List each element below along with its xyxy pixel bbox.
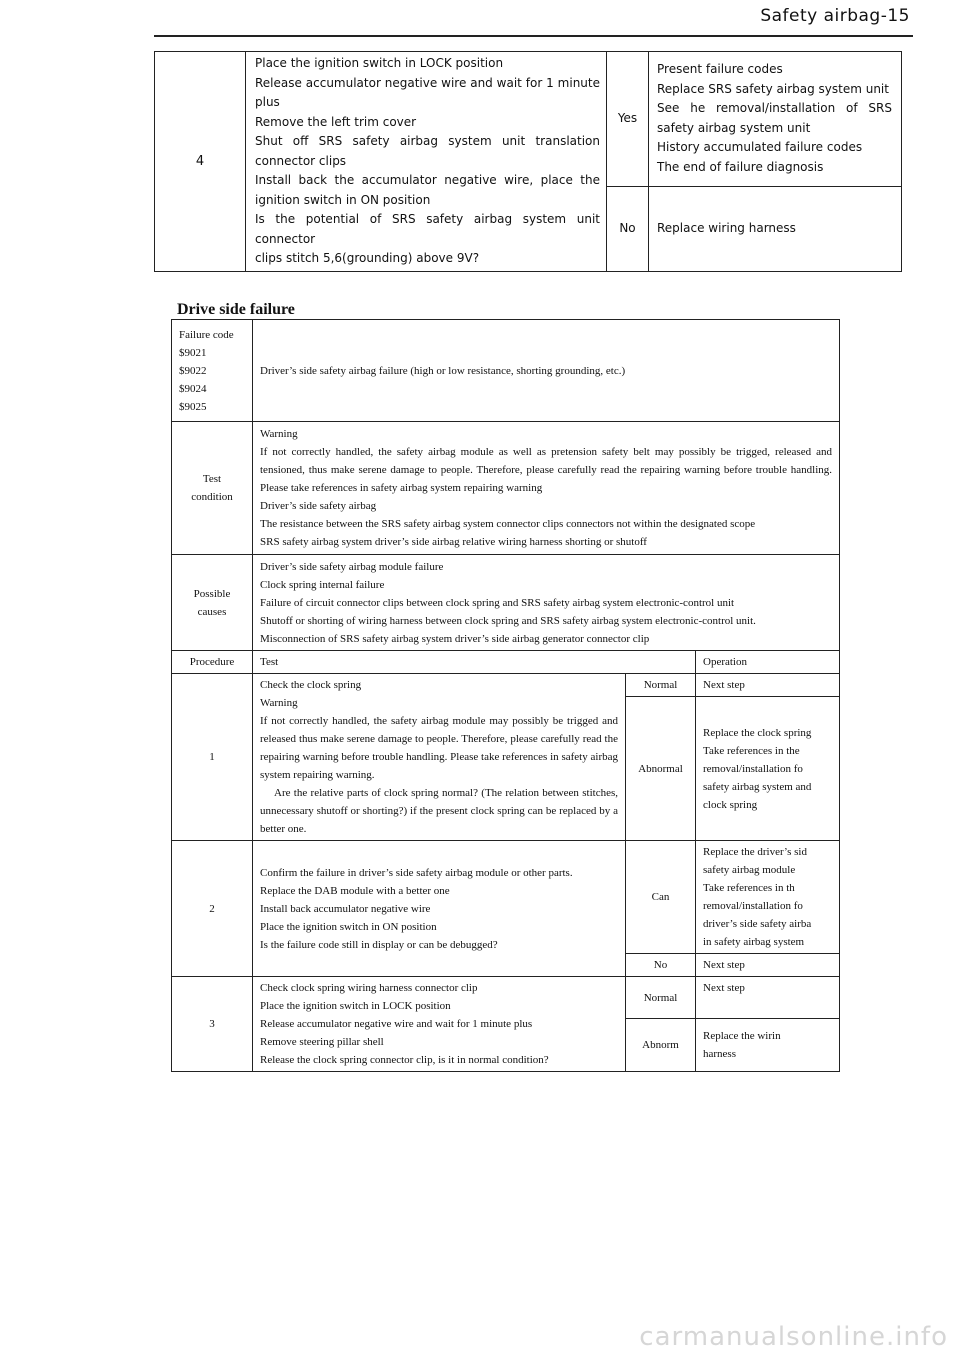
text-line: Check clock spring wiring harness connector clip bbox=[260, 982, 478, 994]
procedure-number: 3 bbox=[172, 977, 253, 1072]
failure-code: $9021 bbox=[179, 346, 207, 359]
failure-code: $9024 bbox=[179, 382, 207, 395]
action-line: The end of failure diagnosis bbox=[657, 159, 824, 174]
op-line: driver’s side safety airba bbox=[703, 918, 812, 930]
cond-line: Is the potential of SRS safety airbag system unit connector bbox=[255, 212, 600, 246]
no-action: Replace wiring harness bbox=[649, 186, 902, 271]
text-line: Is the failure code still in display or can be debugged? bbox=[260, 938, 498, 951]
cond-line: Release accumulator negative wire and wait for 1 minute bbox=[255, 75, 600, 90]
cond-line: Install back the accumulator negative wire, place the bbox=[255, 173, 600, 187]
text-line: Warning bbox=[260, 428, 298, 440]
action-line: See he removal/installation of SRS bbox=[657, 101, 892, 116]
text-line: Remove steering pillar shell bbox=[260, 1036, 384, 1048]
result-operation: Next step bbox=[696, 954, 840, 977]
result-operation: Next step bbox=[696, 977, 840, 1019]
label-line: condition bbox=[191, 491, 233, 503]
step-number: 4 bbox=[155, 52, 246, 272]
result-operation bbox=[696, 1019, 840, 1072]
action-line: Replace SRS safety airbag system unit bbox=[657, 81, 889, 96]
section-title: Drive side failure bbox=[177, 301, 295, 318]
op-line: clock spring bbox=[703, 798, 758, 811]
op-line: Take references in the bbox=[703, 744, 800, 757]
answer-no: No bbox=[607, 186, 649, 271]
step-condition bbox=[246, 52, 607, 272]
result-answer: Abnorm bbox=[626, 1019, 696, 1072]
label-line: Test bbox=[202, 473, 222, 485]
result-operation bbox=[696, 697, 840, 841]
test-condition-text bbox=[253, 422, 840, 555]
failure-code: $9025 bbox=[179, 400, 207, 413]
failure-code-cell bbox=[172, 320, 253, 422]
test-condition-label bbox=[172, 422, 253, 555]
result-operation bbox=[696, 841, 840, 954]
step4-table bbox=[154, 51, 902, 272]
cond-line: Place the ignition switch in LOCK position bbox=[255, 56, 504, 70]
op-line: Replace the wirin bbox=[703, 1030, 781, 1043]
op-line: Replace the clock spring bbox=[703, 726, 812, 739]
result-answer: No bbox=[626, 954, 696, 977]
op-line: safety airbag system and bbox=[703, 780, 812, 793]
result-operation: Next step bbox=[696, 674, 840, 697]
text-line: If not correctly handled, the safety airbag module as well as pretension safety belt may possibly be trigged, released and tensioned, thus make serene damage to people. Therefore, please carefully read the repairing warning before trouble handling. Please take references in safety airbag system repairing warning bbox=[260, 446, 833, 494]
possible-causes-text bbox=[253, 555, 840, 651]
page-header-title: Safety airbag-15 bbox=[760, 6, 910, 26]
procedure-test bbox=[253, 977, 626, 1072]
col-header-procedure: Procedure bbox=[172, 651, 253, 674]
text-line: Warning bbox=[260, 697, 298, 709]
cond-line: connector clips bbox=[255, 153, 347, 168]
action-line: Present failure codes bbox=[657, 62, 783, 77]
text-line: Release the clock spring connector clip, is it in normal condition? bbox=[260, 1054, 549, 1066]
text-line: The resistance between the SRS safety airbag system connector clips connectors not within the designated scope bbox=[260, 518, 756, 530]
text-line: Are the relative parts of clock spring normal? (The relation between stitches, unnecessary shutoff or shorting?) if the present clock spring can be replaced by a better one. bbox=[260, 787, 618, 835]
op-line: Replace the driver’s sid bbox=[703, 846, 807, 858]
text-line: SRS safety airbag system driver’s side airbag relative wiring harness shorting or shutoff bbox=[260, 536, 647, 548]
op-line: harness bbox=[703, 1048, 736, 1061]
label-line: causes bbox=[197, 605, 227, 618]
text-line: Replace the DAB module with a better one bbox=[260, 884, 450, 897]
header-rule bbox=[154, 35, 913, 37]
result-answer: Abnormal bbox=[626, 697, 696, 841]
text-line: Driver’s side safety airbag bbox=[260, 500, 377, 512]
text-line: Place the ignition switch in LOCK position bbox=[260, 1000, 451, 1012]
op-line: safety airbag module bbox=[703, 864, 796, 876]
failure-code-label: Failure code bbox=[179, 328, 234, 341]
action-line: History accumulated failure codes bbox=[657, 140, 863, 155]
text-line: Driver’s side safety airbag module failure bbox=[260, 560, 444, 573]
cond-line: clips stitch 5,6(grounding) above 9V? bbox=[255, 251, 480, 265]
text-line: Confirm the failure in driver’s side safety airbag module or other parts. bbox=[260, 866, 573, 879]
action-line: safety airbag system unit bbox=[657, 120, 811, 135]
col-header-operation: Operation bbox=[696, 651, 840, 674]
result-answer: Normal bbox=[626, 977, 696, 1019]
cond-line: plus bbox=[255, 95, 280, 109]
text-line: Place the ignition switch in ON position bbox=[260, 920, 437, 933]
result-answer: Can bbox=[626, 841, 696, 954]
yes-action bbox=[649, 52, 902, 187]
text-line: Clock spring internal failure bbox=[260, 578, 385, 591]
failure-description: Driver’s side safety airbag failure (high or low resistance, shorting grounding, etc.) bbox=[253, 320, 840, 422]
procedure-number: 2 bbox=[172, 841, 253, 977]
label-line: Possible bbox=[193, 587, 231, 600]
cond-line: ignition switch in ON position bbox=[255, 192, 431, 207]
text-line: Check the clock spring bbox=[260, 679, 362, 691]
text-line: Release accumulator negative wire and wait for 1 minute plus bbox=[260, 1018, 533, 1030]
possible-causes-label bbox=[172, 555, 253, 651]
text-line: If not correctly handled, the safety airbag module may possibly be trigged and released thus make serene damage to people. Therefore, please carefully read the repairing warning before trouble handling. Please take references in safety airbag system repairing warning. bbox=[260, 715, 618, 781]
op-line: in safety airbag system bbox=[703, 936, 805, 948]
procedure-test bbox=[253, 674, 626, 841]
procedure-test bbox=[253, 841, 626, 977]
failure-table bbox=[171, 319, 840, 1072]
watermark: carmanualsonline.info bbox=[639, 1322, 948, 1352]
result-answer: Normal bbox=[626, 674, 696, 697]
col-header-test: Test bbox=[253, 651, 696, 674]
op-line: removal/installation fo bbox=[703, 900, 803, 912]
text-line: Shutoff or shorting of wiring harness between clock spring and SRS safety airbag system electronic-control unit. bbox=[260, 614, 756, 627]
failure-code: $9022 bbox=[179, 364, 207, 377]
cond-line: Remove the left trim cover bbox=[255, 114, 417, 129]
text-line: Failure of circuit connector clips between clock spring and SRS safety airbag system electronic-control unit bbox=[260, 596, 735, 609]
op-line: removal/installation fo bbox=[703, 762, 803, 775]
op-line: Take references in th bbox=[703, 882, 795, 894]
text-line: Install back accumulator negative wire bbox=[260, 902, 431, 915]
cond-line: Shut off SRS safety airbag system unit translation bbox=[255, 134, 600, 148]
procedure-number: 1 bbox=[172, 674, 253, 841]
text-line: Misconnection of SRS safety airbag system driver’s side airbag generator connector clip bbox=[260, 632, 650, 645]
answer-yes: Yes bbox=[607, 52, 649, 187]
